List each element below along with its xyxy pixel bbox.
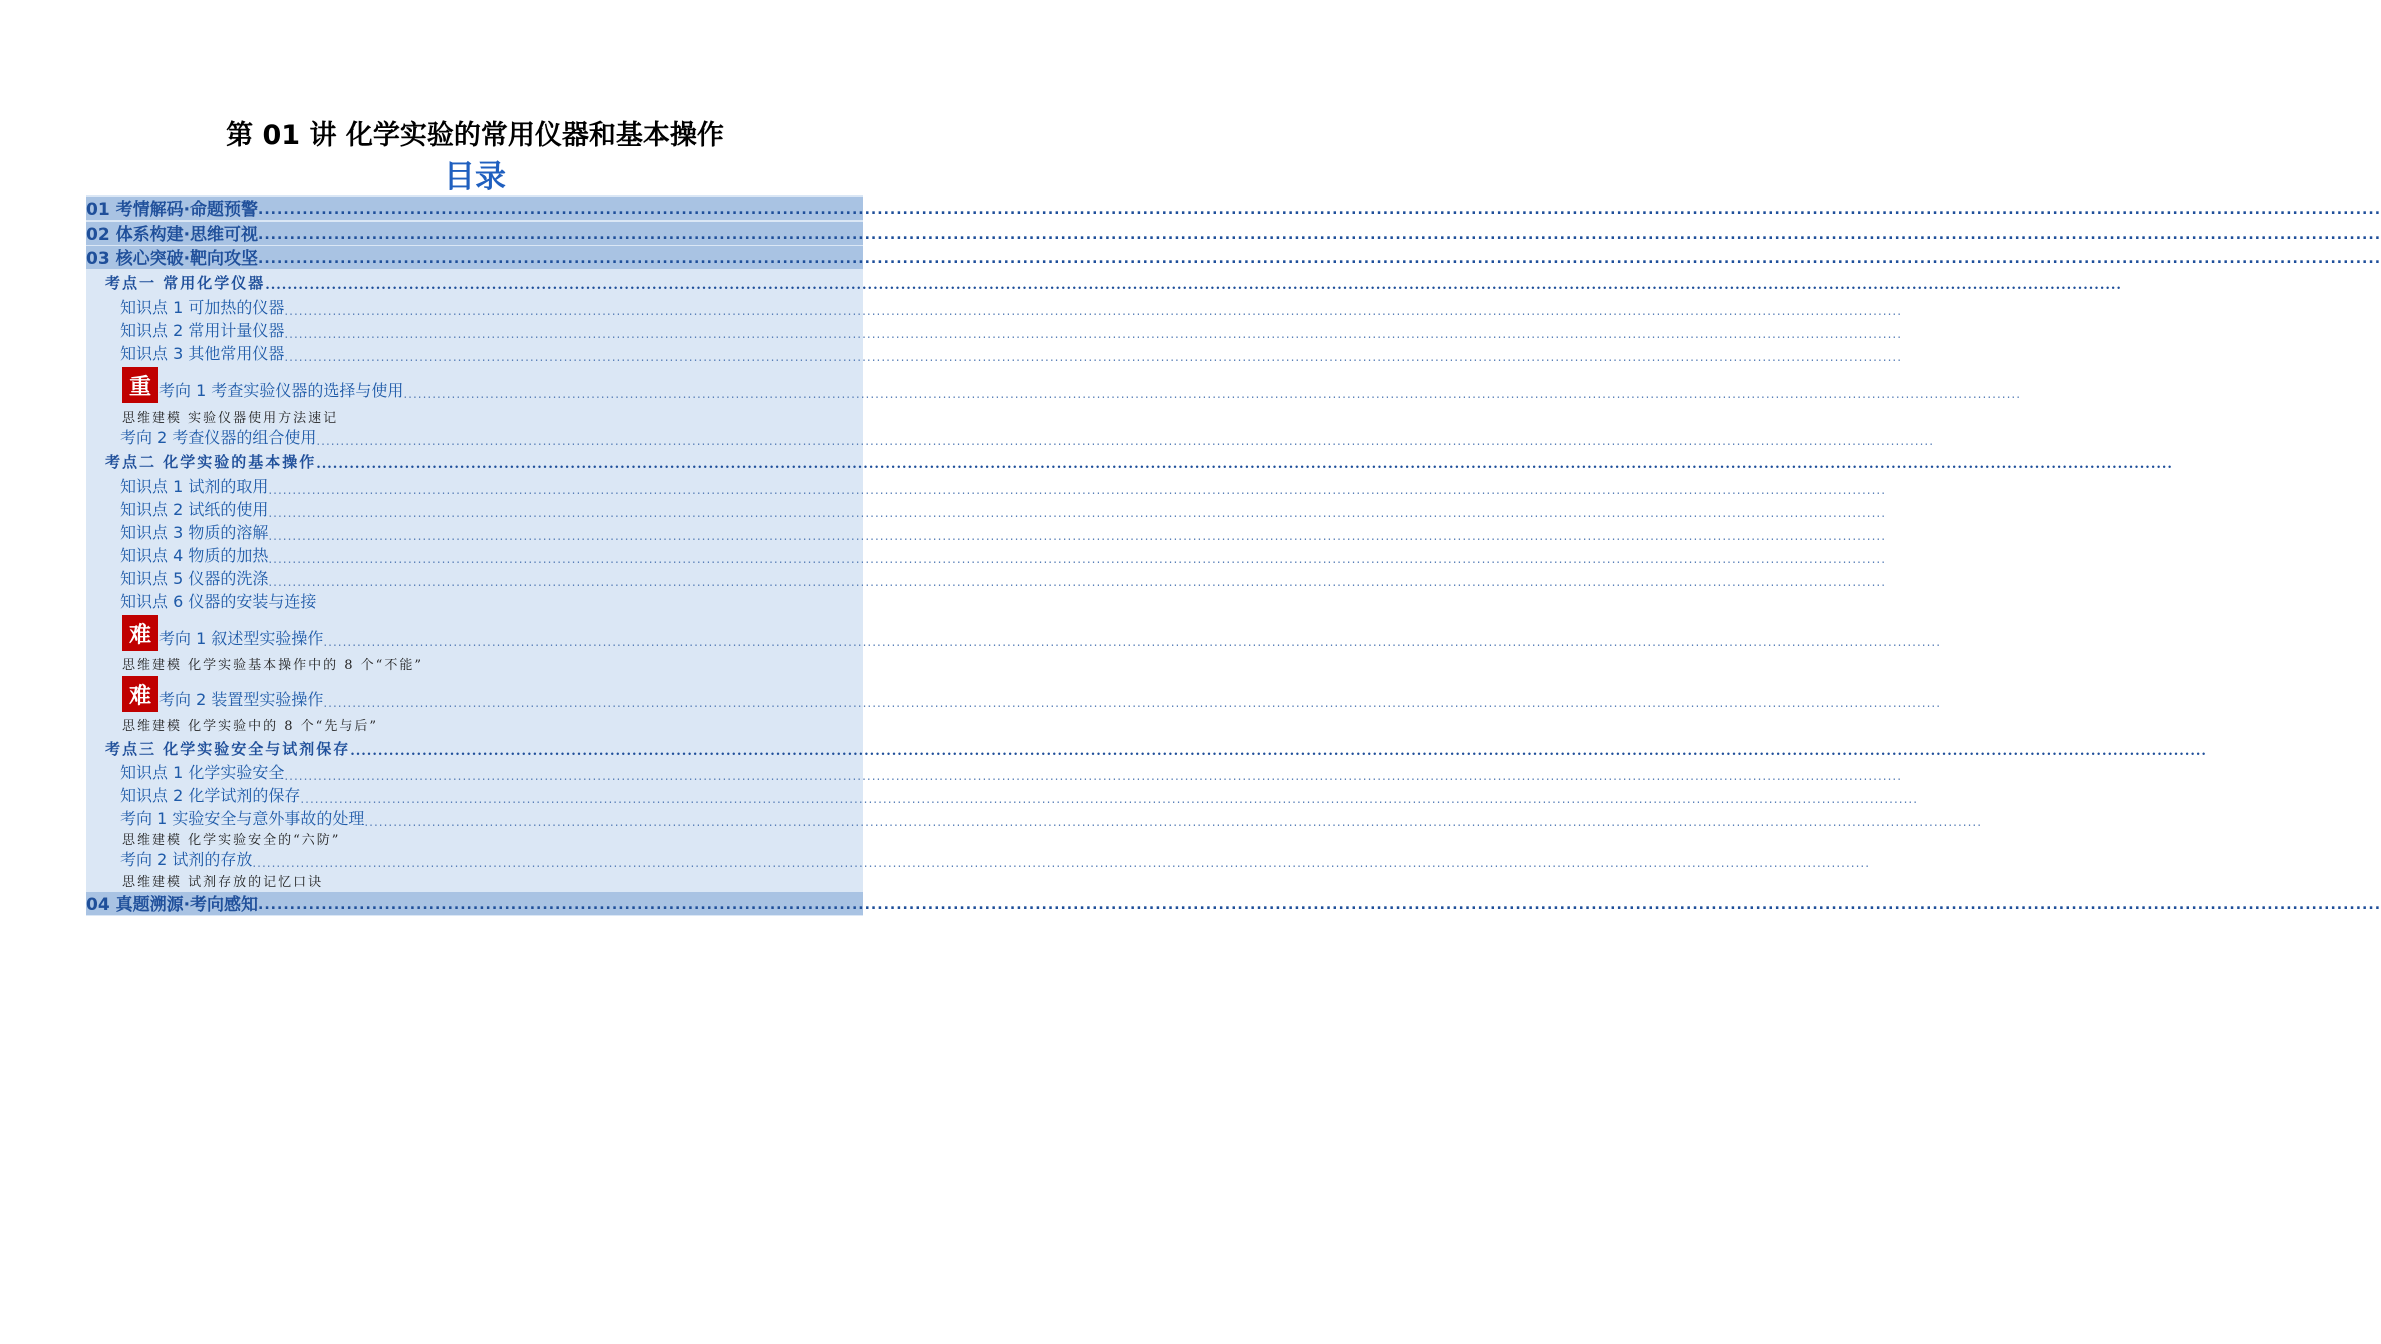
toc-entry-label: 知识点 1 试剂的取用 xyxy=(120,477,269,496)
toc-knowledge-item[interactable] xyxy=(86,498,1887,520)
toc-knowledge-item[interactable] xyxy=(86,567,1887,589)
leader-dots: ................................................................................................................................................................................................................................................................................................................................................ xyxy=(268,552,1887,566)
toc-section-02[interactable] xyxy=(86,222,2381,245)
leader-dots: ................................................................................................................................................................................................................................................................................................................................................ xyxy=(284,327,1903,341)
toc-entry-label: 01 考情解码·命题预警 xyxy=(86,200,259,220)
toc-entry-label: 知识点 2 试纸的使用 xyxy=(120,500,269,519)
toc-kaodian-3[interactable] xyxy=(86,737,2207,759)
leader-dots: ................................................................................................................................................................................................................................................................................................................................................ xyxy=(284,304,1903,318)
toc-knowledge-item[interactable] xyxy=(86,342,1903,364)
toc-section-01[interactable] xyxy=(86,197,2381,220)
toc-kaodian-1[interactable] xyxy=(86,271,2122,293)
toc-knowledge-item[interactable] xyxy=(86,521,1887,543)
leader-dots: ................................................................................................................................................................................................................................................................................................................................................ xyxy=(268,506,1887,520)
toc-kaoxiang-item[interactable] xyxy=(86,365,2022,403)
toc-entry-label: 思维建模 实验仪器使用方法速记 xyxy=(122,411,339,426)
toc-entry-label: 知识点 1 化学实验安全 xyxy=(120,763,285,782)
leader-dots: ................................................................................................................................................................................................................................................................................................................................................ xyxy=(323,635,1942,649)
toc-kaoxiang-item[interactable] xyxy=(86,674,1942,712)
toc-entry-label: 考向 2 装置型实验操作 xyxy=(159,690,324,709)
toc-thinking-model[interactable] xyxy=(86,716,863,734)
toc-entry-label: 考点二 化学实验的基本操作 xyxy=(105,453,317,471)
toc-kaoxiang-item[interactable] xyxy=(86,807,1983,829)
leader-dots: ................................................................................................................................................................................................................................................................................................................................................ xyxy=(316,457,2173,472)
toc-entry-label: 知识点 5 仪器的洗涤 xyxy=(120,569,269,588)
toc-entry-label: 考向 1 叙述型实验操作 xyxy=(159,629,324,648)
toc-entry-label: 02 体系构建·思维可视 xyxy=(86,225,259,245)
toc-entry-label: 思维建模 化学实验基本操作中的 8 个“不能” xyxy=(122,658,423,673)
toc-knowledge-item[interactable] xyxy=(86,319,1903,341)
leader-dots: ................................................................................................................................................................................................................................................................................................................................................ xyxy=(258,897,2381,913)
leader-dots: ................................................................................................................................................................................................................................................................................................................................................ xyxy=(284,350,1903,364)
leader-dots: ................................................................................................................................................................................................................................................................................................................................................ xyxy=(284,769,1903,783)
toc-section-03[interactable] xyxy=(86,246,2381,269)
toc-knowledge-item[interactable] xyxy=(86,784,1919,806)
toc-entry-label: 考向 1 考查实验仪器的选择与使用 xyxy=(159,381,404,400)
toc-entry-label: 知识点 2 化学试剂的保存 xyxy=(120,786,301,805)
leader-dots: ................................................................................................................................................................................................................................................................................................................................................ xyxy=(403,387,2022,401)
toc-knowledge-item[interactable] xyxy=(86,761,1903,783)
toc-entry-label: 知识点 4 物质的加热 xyxy=(120,546,269,565)
toc-kaoxiang-item[interactable] xyxy=(86,848,1871,870)
difficult-point-badge: 难 xyxy=(122,615,158,651)
toc-entry-label: 考向 1 实验安全与意外事故的处理 xyxy=(120,809,365,828)
toc-thinking-model[interactable] xyxy=(86,655,863,673)
leader-dots: ................................................................................................................................................................................................................................................................................................................................................ xyxy=(316,434,1935,448)
leader-dots: ................................................................................................................................................................................................................................................................................................................................................ xyxy=(268,529,1887,543)
leader-dots: ................................................................................................................................................................................................................................................................................................................................................ xyxy=(258,251,2381,267)
leader-dots: ................................................................................................................................................................................................................................................................................................................................................ xyxy=(323,696,1942,710)
toc-kaoxiang-item[interactable] xyxy=(86,426,1935,448)
toc-entry-label: 知识点 2 常用计量仪器 xyxy=(120,321,285,340)
toc-kaoxiang-item[interactable] xyxy=(86,613,1942,651)
toc-knowledge-item[interactable] xyxy=(86,296,1903,318)
leader-dots: ................................................................................................................................................................................................................................................................................................................................................ xyxy=(258,227,2381,243)
toc-entry-label: 考点一 常用化学仪器 xyxy=(105,274,266,292)
key-point-badge: 重 xyxy=(122,367,158,403)
toc-thinking-model[interactable] xyxy=(86,872,863,890)
toc-knowledge-item[interactable] xyxy=(86,544,1887,566)
toc-entry-label: 04 真题溯源·考向感知 xyxy=(86,895,259,915)
leader-dots: ................................................................................................................................................................................................................................................................................................................................................ xyxy=(268,575,1887,589)
toc-section-04[interactable] xyxy=(86,892,2381,915)
toc-entry-label: 知识点 3 物质的溶解 xyxy=(120,523,269,542)
leader-dots: ................................................................................................................................................................................................................................................................................................................................................ xyxy=(300,792,1919,806)
toc-heading: 目录 xyxy=(444,159,506,195)
leader-dots: ................................................................................................................................................................................................................................................................................................................................................ xyxy=(268,483,1887,497)
leader-dots: ................................................................................................................................................................................................................................................................................................................................................ xyxy=(265,278,2122,293)
leader-dots: ................................................................................................................................................................................................................................................................................................................................................ xyxy=(258,202,2381,218)
toc-entry-label: 知识点 1 可加热的仪器 xyxy=(120,298,285,317)
leader-dots: ................................................................................................................................................................................................................................................................................................................................................ xyxy=(252,856,1871,870)
toc-entry-label: 考向 2 考查仪器的组合使用 xyxy=(120,428,317,447)
toc-entry-label: 考点三 化学实验安全与试剂保存 xyxy=(105,740,351,758)
toc-entry-label: 思维建模 化学实验中的 8 个“先与后” xyxy=(122,719,378,734)
toc-thinking-model[interactable] xyxy=(86,408,863,426)
toc-entry-label: 03 核心突破·靶向攻坚 xyxy=(86,249,259,269)
document-title: 第 01 讲 化学实验的常用仪器和基本操作 xyxy=(226,120,724,151)
leader-dots: ................................................................................................................................................................................................................................................................................................................................................ xyxy=(350,744,2207,759)
toc-entry-label: 知识点 3 其他常用仪器 xyxy=(120,344,285,363)
toc-knowledge-item[interactable] xyxy=(86,590,863,612)
leader-dots: ................................................................................................................................................................................................................................................................................................................................................ xyxy=(364,815,1983,829)
toc-entry-label: 考向 2 试剂的存放 xyxy=(120,850,253,869)
toc-kaodian-2[interactable] xyxy=(86,450,2173,472)
toc-thinking-model[interactable] xyxy=(86,830,863,848)
toc-entry-label: 知识点 6 仪器的安装与连接 xyxy=(120,592,317,611)
toc-knowledge-item[interactable] xyxy=(86,475,1887,497)
toc-entry-label: 思维建模 试剂存放的记忆口诀 xyxy=(122,875,324,890)
difficult-point-badge: 难 xyxy=(122,676,158,712)
toc-entry-label: 思维建模 化学实验安全的“六防” xyxy=(122,833,341,848)
table-of-contents xyxy=(86,195,2381,916)
